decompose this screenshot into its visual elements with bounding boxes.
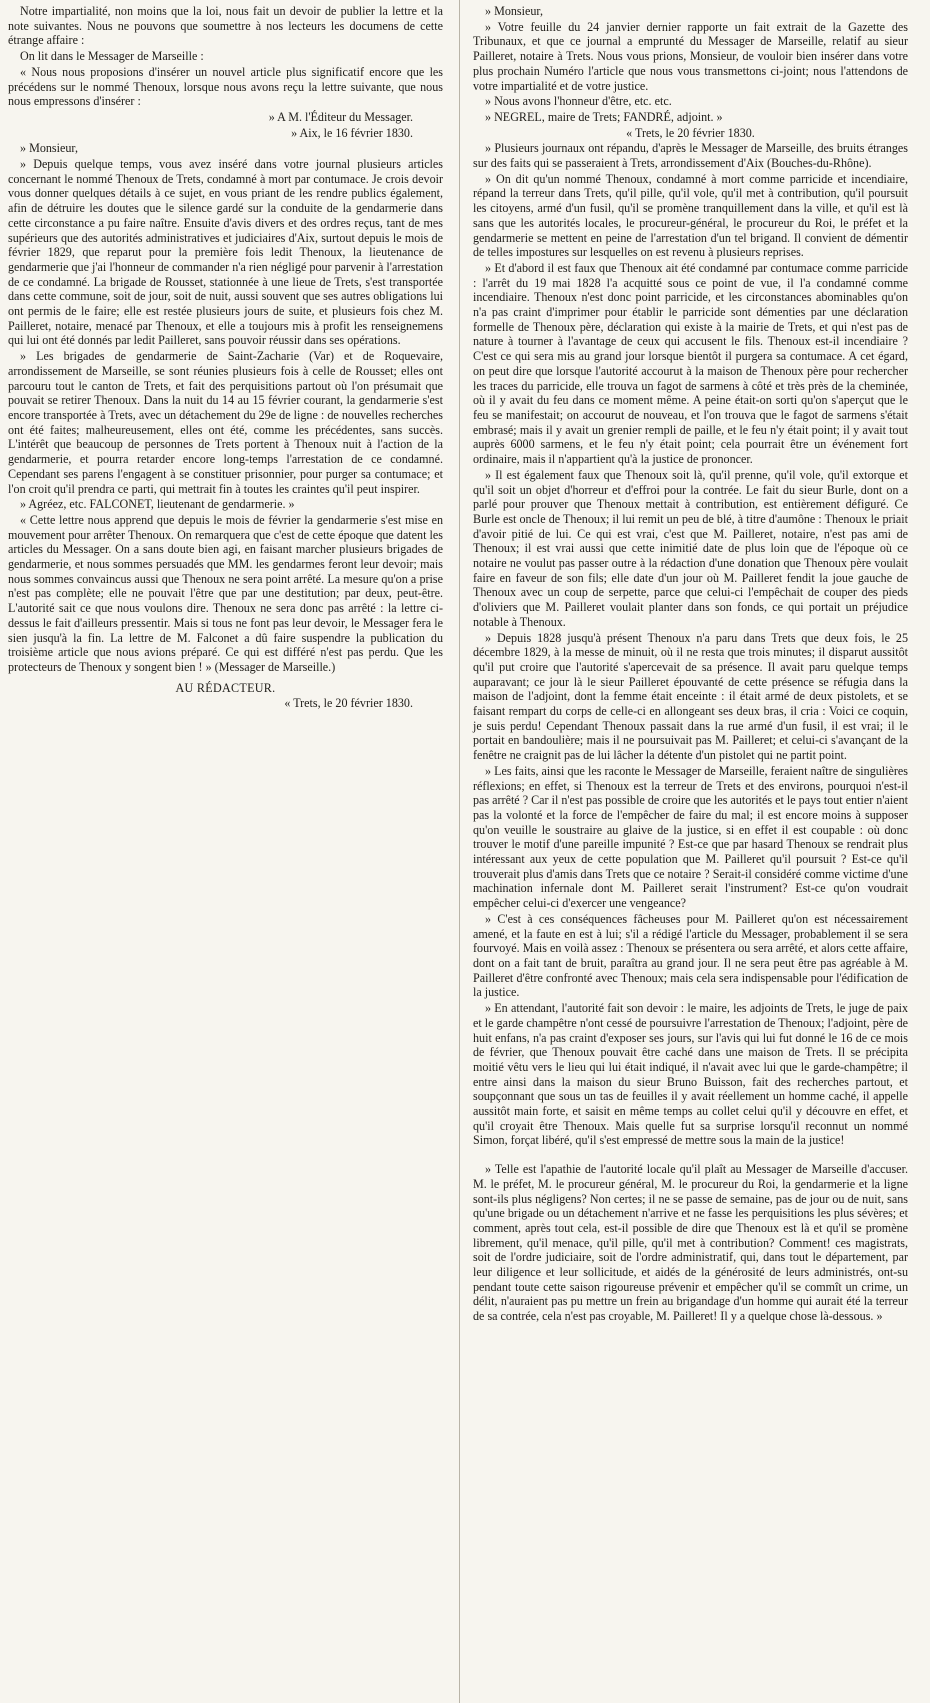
letter-address: » A M. l'Éditeur du Messager. bbox=[268, 109, 413, 124]
letter-paragraph: » Votre feuille du 24 janvier dernier rapporte un fait extrait de la Gazette des Tribunaux, et que ce journal a emprunté du Messager de Marseille, relatif au sieur Pailleret, notaire à Trets. Nous vous prions, Monsieur, de vouloir bien insérer dans votre plus prochain Numéro l'article que nous vous transmettons ci-joint; nous l'attendons de votre impartialité et de votre justice. bbox=[473, 19, 908, 93]
letter-salutation: » Monsieur, bbox=[20, 141, 78, 156]
note-paragraph: » Les faits, ainsi que les raconte le Messager de Marseille, feraient naître de singulières réflexions; en effet, si Thenoux est la terreur de Trets et des environs, pourquoi n'est-il pas arrêté ? Car il n'est pas possible de croire que les autorités et le pays tout entier n'aient pas la volonté et la force de l'empêcher de faire du mal; il est encore moins à supposer qu'on veuille le soustraire au glaive de la justice, si en effet il est coupable : où donc trouver le motif d'une pareille impunité ? Est-ce que par hasard Thenoux se rendrait plus intéressant aux yeux de cette population que M. Pailleret qu'il poursuit ? Est-ce qu'il trouverait plus d'amis dans Trets que ce notaire ? Serait-il considéré comme victime d'une machination infernale dont M. Pailleret serait l'instrument? Est-ce qu'on voudrait empêcher celui-ci d'exercer une vengeance? bbox=[473, 763, 908, 911]
right-column bbox=[473, 4, 908, 1325]
editor-note: « Nous nous proposions d'insérer un nouvel article plus significatif encore que les précédens sur le nommé Thenoux, lorsque nous avons reçu la lettre suivante, que nous nous empressons d'insérer : bbox=[8, 64, 443, 109]
letter-signature: » Agréez, etc. FALCONET, lieutenant de gendarmerie. » bbox=[20, 497, 295, 512]
source-line: On lit dans le Messager de Marseille : bbox=[20, 49, 204, 64]
note-paragraph: » Depuis 1828 jusqu'à présent Thenoux n'a paru dans Trets que deux fois, le 25 décembre 1829, à la messe de minuit, où il ne resta que trois minutes; il disparut aussitôt qu'il put croire que l'autorité s'apercevait de sa présence. Il avait paru quelque temps auparavant; ce jour là le sieur Pailleret épouvanté de cette présence se réfugia dans la maison de l'adjoint, dont la femme était enceinte : il était armé de deux pistolets, et se faisant rempart du corps de celle-ci en allongeant ses deux bras, il cria : Voici ce coquin, je suis perdu! Cependant Thenoux passait dans la rue armé d'un fusil, il est vrai; il le portait en bandoulière; mais il ne poursuivait pas M. Pailleret; et celui-ci s'avançant de la fenêtre ne craignit pas de lui lâcher la détente d'un pistolet qui ne partit point. bbox=[473, 630, 908, 763]
letter-closing: » Nous avons l'honneur d'être, etc. etc. bbox=[485, 94, 672, 109]
messager-commentary: « Cette lettre nous apprend que depuis le mois de février la gendarmerie s'est mise en mouvement pour arrêter Thenoux. On remarquera que c'est de cette époque que datent les articles du Messager. On a sans doute bien agi, en faisant marcher plusieurs brigades de gendarmerie, et nous sommes persuadés que MM. les gendarmes feront leur devoir; mais nous sommes convaincus aussi que Thenoux ne sera point arrêté. La mesure qu'on a prise n'est pas complète; elle ne pouvait l'être que par une destitution; par deux, peut-être. L'autorité sait ce que nous voulons dire. Thenoux ne sera donc pas arrêté : la lettre ci-dessus le fait d'ailleurs pressentir. Mais si tous ne font pas leur devoir, le Messager fera le sien jusqu'à la fin. La lettre de M. Falconet a dû faire suspendre la publication du troisième article que nous avions préparé. Ce qui est différé n'est pas perdu. Que les protecteurs de Thenoux y songent bien ! » (Messager de Marseille.) bbox=[8, 512, 443, 674]
letter-salutation: » Monsieur, bbox=[485, 4, 543, 18]
note-paragraph: » On dit qu'un nommé Thenoux, condamné à mort comme parricide et incendiaire, répand la terreur dans Trets, qu'il pille, qu'il vole, qu'il met à contribution, qu'il poursuit les citoyens, armé d'un fusil, qu'il se promène tranquillement dans la ville, et qu'il est là sans que les autorités locales, le procureur-général, le procureur du Roi, le préfet et la gendarmerie se mettent en peine de l'arrestation d'un tel brigand. Il convient de démentir de telles impostures sur lesquelles on est revenu à plusieurs reprises. bbox=[473, 171, 908, 260]
section-heading: AU RÉDACTEUR. bbox=[175, 680, 276, 695]
note-paragraph: » C'est à ces conséquences fâcheuses pour M. Pailleret qu'on est nécessairement amené, et la faute en est à lui; s'il a rédigé l'article du Messager, probablement il se sera fourvoyé. Mais en voilà assez : Thenoux se présentera ou sera arrêté, et alors cette affaire, dont on a fait tant de bruit, paraîtra au grand jour. Il ne sera peut être pas agréable à M. Pailleret d'être confronté avec Thenoux; mais cela sera indispensable pour l'édification de la justice. bbox=[473, 911, 908, 1000]
note-paragraph: » En attendant, l'autorité fait son devoir : le maire, les adjoints de Trets, le juge de paix et le garde champêtre n'ont cessé de poursuivre l'arrestation de Thenoux; l'adjoint, père de huit enfans, n'a pas craint d'exposer ses jours, sur l'avis qui lui fut donné le 16 de ce mois de février, que Thenoux pouvait être caché dans une maison de Trets. Il se précipita moitié vêtu vers le lieu qui lui était indiqué, il n'avait avec lui que le garde-champêtre; il entre ainsi dans la maison du sieur Bruno Buisson, fait des recherches partout, et soupçonnant que sous un tas de feuilles il y avait réellement un homme caché, il appelle aussitôt main forte, et saisit en même temps au collet celui qu'il y découvre en effet, et qu'il croyait être Thenoux. Mais quelle fut sa surprise lorsqu'il reconnut un nommé Simon, forçat libéré, qu'il s'est empressé de mettre sous la main de la justice! bbox=[473, 1001, 908, 1148]
letter-paragraph: » Depuis quelque temps, vous avez inséré dans votre journal plusieurs articles concernant le nommé Thenoux de Trets, condamné à mort par contumace. Je crois devoir vous donner quelques détails à ce sujet, en vous priant de les rendre publics également, afin de détruire les doutes que le silence gardé sur la conduite de la gendarmerie dans cette circonstance a pu faire naître. Ensuite d'avis divers et des ordres reçus, tant de mes supérieurs que des autorités administratives et judiciaires d'Aix, surtout depuis le mois de février 1829, que reparut pour la première fois ledit Thenoux, la lieutenance de gendarmerie que j'ai l'honneur de commander n'a rien négligé pour parvenir à l'arrestation de ce condamné. La brigade de Rousset, stationnée à une lieue de Trets, s'est transportée dans cette commune, soit de jour, soit de nuit, aussi souvent que ses autres obligations lui ont permis de le faire; elle est restée plusieurs jours de suite, et plusieurs fois chez M. Pailleret, notaire, menacé par Thenoux, et elle a toujours mis à profit les renseignemens qui lui ont été donnés par ledit Pailleret, sans pouvoir réussir dans ses opérations. bbox=[8, 157, 443, 348]
letter-paragraph: » Les brigades de gendarmerie de Saint-Zacharie (Var) et de Roquevaire, arrondissement de Marseille, se sont réunies plusieurs fois à celle de Rousset; elles ont parcouru tout le canton de Trets, et fait des perquisitions partout où l'on présumait que pouvait se retirer Thenoux. Dans la nuit du 14 au 15 février courant, la gendarmerie s'est encore transportée à Trets, avec un détachement du 29e de ligne : de nouvelles recherches ont été faites; malheureusement, elles ont été, comme les précédentes, sans succès. L'intérêt que beaucoup de personnes de Trets portent à Thenoux nuit à l'action de la gendarmerie, et pourra retarder encore long-temps l'arrestation de ce condamné. Cependant ses parens l'engagent à se constituer prisonnier, pour purger sa contumace; et l'on croit qu'il prendra ce parti, qui mettrait fin à toutes les craintes qu'il peut inspirer. bbox=[8, 349, 443, 496]
left-column bbox=[8, 4, 443, 712]
column-divider bbox=[459, 0, 460, 1703]
letter-dateline: » Aix, le 16 février 1830. bbox=[291, 125, 413, 140]
letter-signature: » NEGREL, maire de Trets; FANDRÉ, adjoint. » bbox=[485, 109, 723, 124]
note-paragraph: » Telle est l'apathie de l'autorité locale qu'il plaît au Messager de Marseille d'accuser. M. le préfet, M. le procureur général, M. le procureur du Roi, la gendarmerie et la ligne sont-ils plus négligens? Non certes; il ne se passe de semaine, pas de jour ou de nuit, sans qu'une brigade ou un détachement n'arrive et ne fasse les perquisitions les plus sévères; et comment, après tout cela, est-il possible de dire que Thenoux est là et qu'il se promène librement, qu'il menace, qu'il pille, qu'il met à contribution? Comment! ces magistrats, soit de l'ordre judiciaire, soit de l'ordre administratif, qui, dans tout le département, par leur diligence et leur sollicitude, et aidés de la générosité de leurs administrés, ont-su pendant toute cette saison rigoureuse prévenir et empêcher qu'il se commît un crime, un délit, n'auraient pas pu mettre un frein au brigandage d'un homme qui aurait été la terreur de sa contrée, cela n'est pas croyable, M. Pailleret! Il y a quelque chose là-dessous. » bbox=[473, 1162, 908, 1324]
note-dateline: « Trets, le 20 février 1830. bbox=[626, 125, 755, 140]
letter-dateline: « Trets, le 20 février 1830. bbox=[284, 696, 413, 711]
intro-paragraph: Notre impartialité, non moins que la loi, nous fait un devoir de publier la lettre et la note suivantes. Nous ne pouvons que soumettre à nos lecteurs les documens de cette étrange affaire : bbox=[8, 4, 443, 48]
note-paragraph: » Et d'abord il est faux que Thenoux ait été condamné par contumace comme parricide : l'arrêt du 19 mai 1828 l'a acquitté sous ce point de vue, il l'a condamné comme incendiaire. Thenoux n'est donc point parricide, et les circonstances abominables qu'on n'a pas craint d'imprimer pour établir le parricide sont démenties par une déclaration formelle de Thenoux père, déclaration qui existe à la mairie de Trets, et qui n'est pas de nature à tourner à l'avantage de ceux qui accusent le fils. Thenoux est-il incendiaire ? C'est ce qui sera mis au grand jour lorsque bientôt il purgera sa contumace. A cet égard, on peut dire que lorsque l'autorité accourut à la maison de Thenoux père pour rechercher les traces du parricide, elle trouva un fagot de sarmens à côté et très près de la cheminée, où il y avait du feu dans ce moment même. A peine était-on sorti qu'on s'aperçut que le feu se manifestait; on accourut de nouveau, et l'on trouva que le fagot de sarmens s'était embrasé; mais il y avait un grenier rempli de paille, et le feu n'y était point; il y avait tout auprès 6000 sarmens, et le feu n'y était point; cela pourrait être un événement fort ordinaire, mais il n'appartient qu'à la justice de prononcer. bbox=[473, 260, 908, 467]
note-paragraph: » Il est également faux que Thenoux soit là, qu'il prenne, qu'il vole, qu'il extorque et qu'il soit un objet d'horreur et d'effroi pour la contrée. Le fait du sieur Burle, dont on a parlé pour prouver que Thenoux mettait à contribution, est entièrement défiguré. Ce Burle est oncle de Thenoux; il lui remit un peu de blé, à titre d'aumône : Thenoux le priait d'avoir pitié de lui. Ce qui est vrai, c'est que M. Pailleret, notaire, n'est pas ami de Thenoux; il est vrai aussi que cette inimitié date de plus loin que de l'époque où ce notaire ne voulut pas passer outre à la rédaction d'une donation que Thenoux père voulait faire en faveur de son fils; elle date d'un jour où M. Pailleret fendit la joue gauche de Thenoux avec un coup de serpette, parce que celui-ci l'empêchait de couper des pieds d'oliviers que M. Pailleret voulait planter dans son fonds, ce qui portait un préjudice notable à Thenoux. bbox=[473, 467, 908, 629]
note-paragraph: » Plusieurs journaux ont répandu, d'après le Messager de Marseille, des bruits étranges sur des faits qui se passeraient à Trets, arrondissement d'Aix (Bouches-du-Rhône). bbox=[473, 141, 908, 171]
